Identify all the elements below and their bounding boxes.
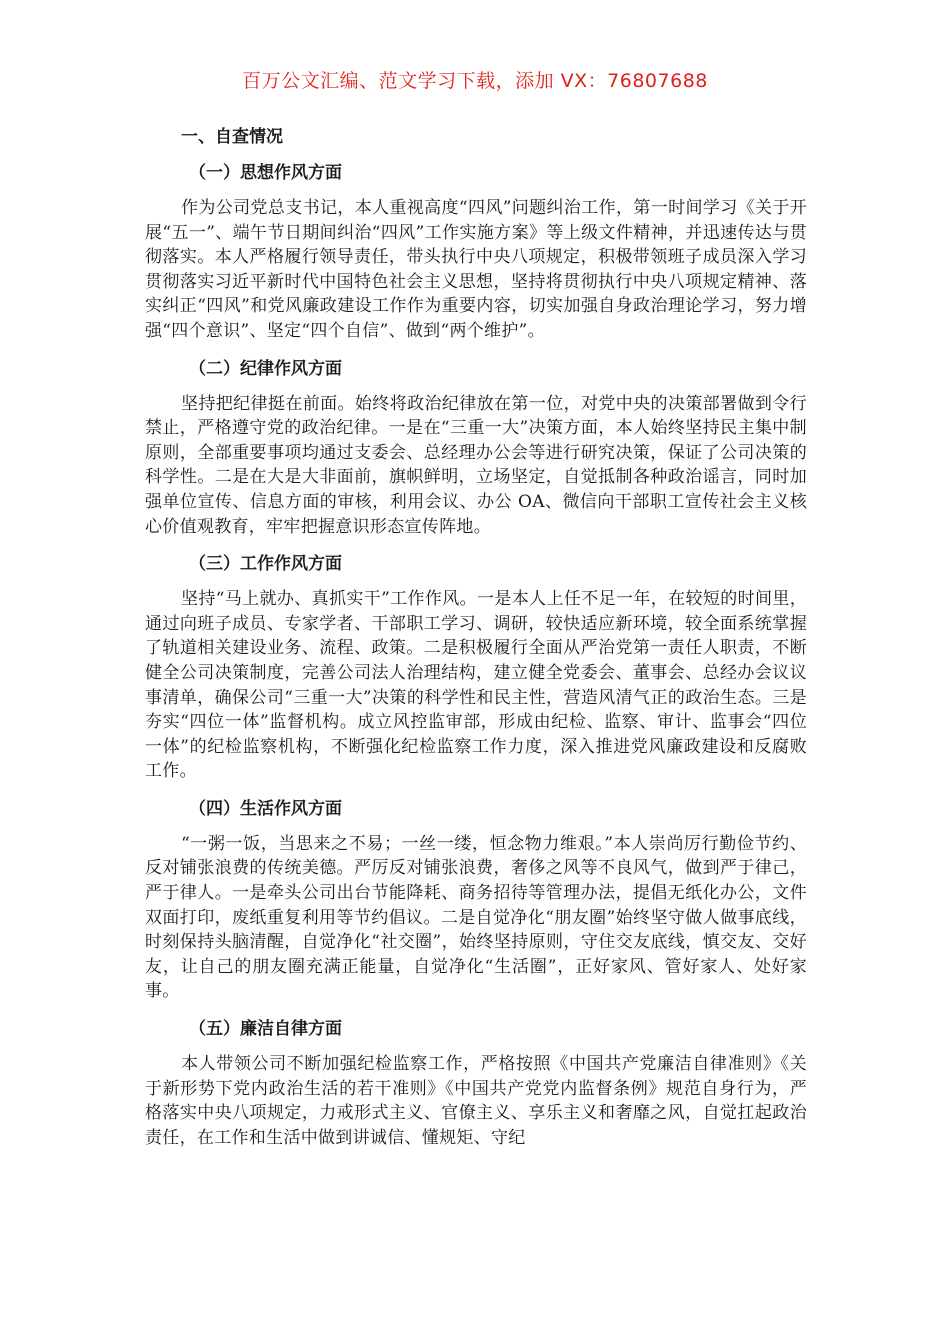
- section-heading: 一、自查情况: [181, 127, 283, 147]
- subsection-title-discipline: （二）纪律作风方面: [189, 358, 342, 379]
- subsection-title-integrity: （五）廉洁自律方面: [189, 1019, 342, 1040]
- paragraph-life: “一粥一饭，当思来之不易；一丝一缕，恒念物力维艰。”本人崇尚厉行勤俭节约、反对铺张浪费的传统美德。严厉反对铺张浪费，奢侈之风等不良风气，做到严于律己，严于律人。一是牵头公司出台节能降耗、商务招待等管理办法，提倡无纸化办公，文件双面打印，废纸重复利用等节约倡议。二是自觉净化“朋友圈”始终坚守做人做事底线，时刻保持头脑清醒，自觉净化“社交圈”，始终坚持原则，守住交友底线，慎交友、交好友，让自己的朋友圈充满正能量，自觉净化“生活圈”，正好家风、管好家人、处好家事。: [145, 833, 807, 1002]
- subsection-title-life: （四）生活作风方面: [189, 798, 342, 819]
- paragraph-integrity: 本人带领公司不断加强纪检监察工作，严格按照《中国共产党廉洁自律准则》《关于新形势下党内政治生活的若干准则》《中国共产党党内监督条例》规范自身行为，严格落实中央八项规定，力戒形式主义、官僚主义、享乐主义和奢靡之风，自觉扛起政治责任，在工作和生活中做到讲诚信、懂规矩、守纪: [145, 1054, 807, 1148]
- paragraph-ideology: 作为公司党总支书记，本人重视高度“四风”问题纠治工作，第一时间学习《关于开展“五一”、端午节日期间纠治“四风”工作实施方案》等上级文件精神，并迅速传达与贯彻落实。本人严格履行领导责任，带头执行中央八项规定，积极带领班子成员深入学习贯彻落实习近平新时代中国特色社会主义思想，坚持将贯彻执行中央八项规定精神、落实纠正“四风”和党风廉政建设工作作为重要内容，切实加强自身政治理论学习，努力增强“四个意识”、坚定“四个自信”、做到“两个维护”。: [145, 198, 807, 341]
- subsection-title-ideology: （一）思想作风方面: [189, 163, 342, 183]
- subsection-title-work: （三）工作作风方面: [189, 554, 342, 575]
- paragraph-discipline: 坚持把纪律挺在前面。始终将政治纪律放在第一位，对党中央的决策部署做到令行禁止，严格遵守党的政治纪律。一是在“三重一大”决策方面，本人始终坚持民主集中制原则，全部重要事项均通过支委会、总经理办公会等进行研究决策，保证了公司决策的科学性。二是在大是大非面前，旗帜鲜明，立场坚定，自觉抵制各种政治谣言，同时加强单位宣传、信息方面的审核，利用会议、办公 OA、微信向干部职工宣传社会主义核心价值观教育，牢牢把握意识形态宣传阵地。: [145, 393, 807, 537]
- document-body: [145, 124, 807, 1162]
- download-banner: 百万公文汇编、范文学习下载，添加 VX：76807688: [242, 70, 708, 92]
- paragraph-work: 坚持“马上就办、真抓实干”工作作风。一是本人上任不足一年，在较短的时间里，通过向班子成员、专家学者、干部职工学习、调研，较快适应新环境，较全面系统掌握了轨道相关建设业务、流程、政策。二是积极履行全面从严治党第一责任人职责，不断健全公司决策制度，完善公司法人治理结构，建立健全党委会、董事会、总经办会议议事清单，确保公司“三重一大”决策的科学性和民主性，营造风清气正的政治生态。三是夯实“四位一体”监督机构。成立风控监审部，形成由纪检、监察、审计、监事会“四位一体”的纪检监察机构，不断强化纪检监察工作力度，深入推进党风廉政建设和反腐败工作。: [145, 589, 807, 782]
